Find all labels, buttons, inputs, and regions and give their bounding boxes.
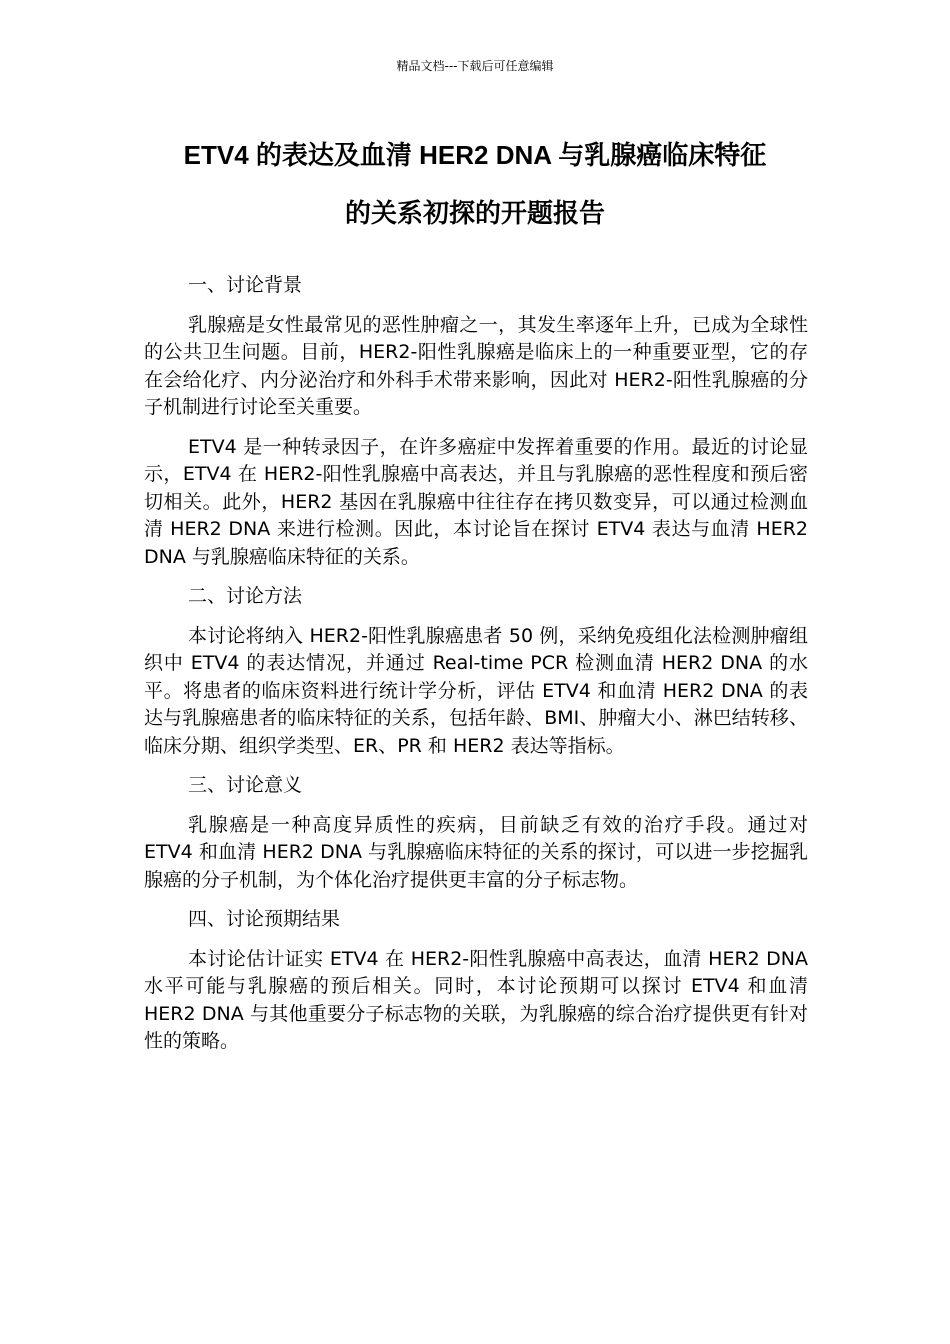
document-body — [144, 272, 808, 1068]
section-heading-expected-results: 四、讨论预期结果 — [188, 908, 341, 930]
paragraph-methods-1: 本讨论将纳入 HER2-阳性乳腺癌患者 50 例，采纳免疫组化法检测肿瘤组织中 ETV4 的表达情况，并通过 Real-time PCR 检测血清 HER2 DNA 的水平。将患者的临床资料进行统计学分析，评估 ETV4 和血清 HER2 DNA 的表达与乳腺癌患者的临床特征的关系，包括年龄、BMI、肿瘤大小、淋巴结转移、临床分期、组织学类型、ER、PR 和 HER2 表达等指标。 — [144, 624, 808, 757]
document-title-line-1: ETV4 的表达及血清 HER2 DNA 与乳腺癌临床特征 — [183, 140, 767, 170]
section-heading-methods: 二、讨论方法 — [188, 585, 303, 607]
paragraph-significance-1: 乳腺癌是一种高度异质性的疾病，目前缺乏有效的治疗手段。通过对 ETV4 和血清 HER2 DNA 与乳腺癌临床特征的关系的探讨，可以进一步挖掘乳腺癌的分子机制，为个体化治疗提供更丰富的分子标志物。 — [144, 813, 808, 891]
header-note: 精品文档---下载后可任意编辑 — [396, 59, 554, 73]
section-heading-significance: 三、讨论意义 — [188, 774, 303, 796]
paragraph-expected-results-1: 本讨论估计证实 ETV4 在 HER2-阳性乳腺癌中高表达，血清 HER2 DNA 水平可能与乳腺癌的预后相关。同时，本讨论预期可以探讨 ETV4 和血清 HER2 DNA 与其他重要分子标志物的关联，为乳腺癌的综合治疗提供更有针对性的策略。 — [144, 947, 808, 1052]
paragraph-background-2: ETV4 是一种转录因子，在许多癌症中发挥着重要的作用。最近的讨论显示，ETV4 在 HER2-阳性乳腺癌中高表达，并且与乳腺癌的恶性程度和预后密切相关。此外，HER2 基因在乳腺癌中往往存在拷贝数变异，可以通过检测血清 HER2 DNA 来进行检测。因此，本讨论旨在探讨 ETV4 表达与血清 HER2 DNA 与乳腺癌临床特征的关系。 — [144, 435, 808, 568]
document-title-line-2: 的关系初探的开题报告 — [344, 198, 605, 228]
paragraph-background-1: 乳腺癌是女性最常见的恶性肿瘤之一，其发生率逐年上升，已成为全球性的公共卫生问题。目前，HER2-阳性乳腺癌是临床上的一种重要亚型，它的存在会给化疗、内分泌治疗和外科手术带来影响，因此对 HER2-阳性乳腺癌的分子机制进行讨论至关重要。 — [144, 313, 808, 418]
section-heading-background: 一、讨论背景 — [188, 274, 303, 296]
